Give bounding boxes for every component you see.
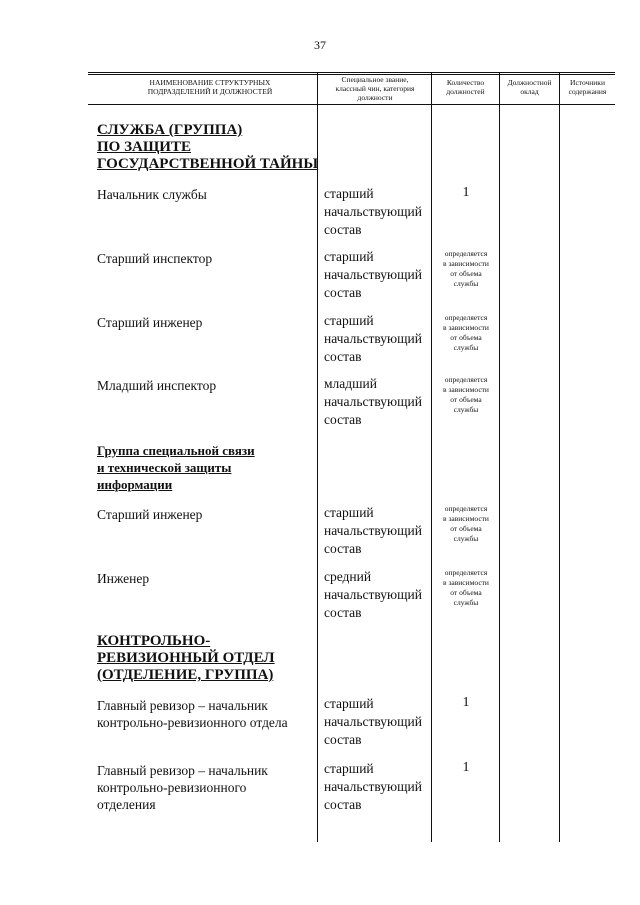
- position-name: Младший инспектор: [97, 378, 217, 393]
- position-count: 1: [462, 185, 470, 200]
- position-count-note: определяется в зависимости от объема службы: [443, 568, 489, 607]
- position-category: старший начальствующий состав: [324, 696, 422, 747]
- position-category: младший начальствующий состав: [324, 376, 422, 427]
- header-structural-units: НАИМЕНОВАНИЕ СТРУКТУРНЫХ ПОДРАЗДЕЛЕНИЙ И ДОЛЖНОСТЕЙ: [147, 78, 273, 96]
- position-name: Инженер: [97, 571, 150, 586]
- position-count: 1: [462, 695, 470, 710]
- column-divider: [559, 72, 560, 842]
- position-name: Главный ревизор – начальник контрольно-ревизионного отдела: [97, 698, 288, 730]
- header-position-count: Количество должностей: [446, 78, 485, 96]
- position-category: старший начальствующий состав: [324, 249, 422, 300]
- header-salary: Должностной оклад: [507, 78, 552, 96]
- position-name: Главный ревизор – начальник контрольно-ревизионного отделения: [97, 763, 268, 812]
- position-count-note: определяется в зависимости от объема службы: [443, 249, 489, 288]
- position-category: старший начальствующий состав: [324, 186, 422, 237]
- position-category: старший начальствующий состав: [324, 505, 422, 556]
- position-category: средний начальствующий состав: [324, 569, 422, 620]
- subsection-heading: Группа специальной связи и технической защиты информации: [97, 443, 255, 492]
- position-count-note: определяется в зависимости от объема службы: [443, 313, 489, 352]
- column-divider: [317, 72, 318, 842]
- position-category: старший начальствующий состав: [324, 761, 422, 812]
- header-bottom-rule: [88, 104, 615, 105]
- section-heading: КОНТРОЛЬНО- РЕВИЗИОННЫЙ ОТДЕЛ (ОТДЕЛЕНИЕ, ГРУППА): [97, 633, 275, 683]
- position-name: Старший инспектор: [97, 251, 213, 266]
- position-name: Старший инженер: [97, 315, 203, 330]
- header-funding-source: Источники содержания: [568, 78, 607, 96]
- page-number: 37: [314, 38, 326, 52]
- table-top-rule: [88, 72, 615, 73]
- position-count-note: определяется в зависимости от объема службы: [443, 375, 489, 414]
- position-name: Начальник службы: [97, 187, 207, 202]
- position-name: Старший инженер: [97, 507, 203, 522]
- header-rank-category: Специальное звание, классный чин, категория должности: [335, 75, 415, 102]
- section-heading: СЛУЖБА (ГРУППА) ПО ЗАЩИТЕ ГОСУДАРСТВЕННОЙ ТАЙНЫ: [97, 122, 319, 172]
- position-category: старший начальствующий состав: [324, 313, 422, 364]
- position-count: 1: [462, 760, 470, 775]
- position-count-note: определяется в зависимости от объема службы: [443, 504, 489, 543]
